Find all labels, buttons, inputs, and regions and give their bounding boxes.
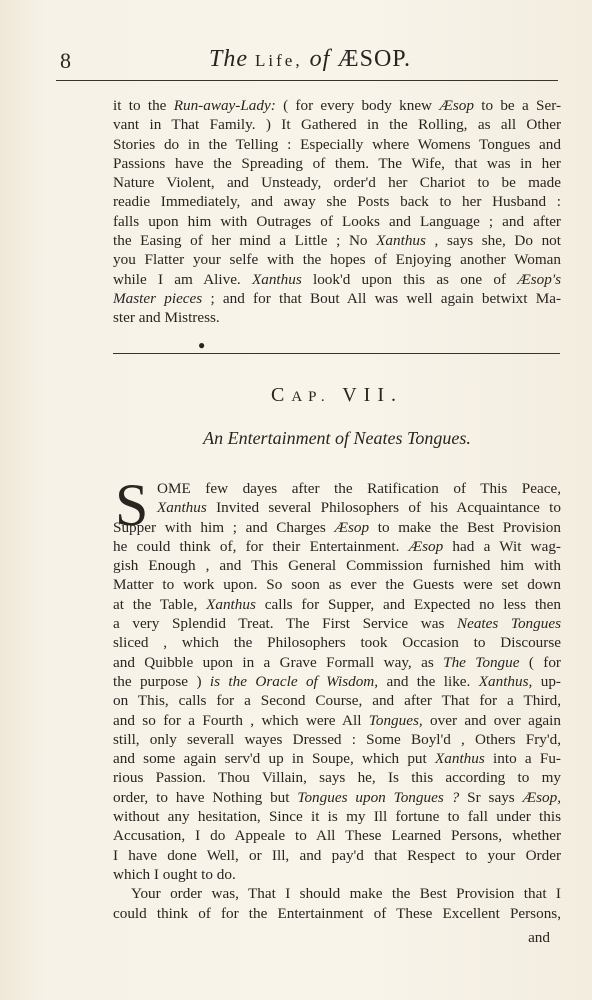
italic-run: Æsop xyxy=(408,537,444,555)
text-line xyxy=(113,595,561,614)
text-run: order, to have Nothing but xyxy=(113,788,298,806)
text-run: to make the Best Provision xyxy=(369,518,561,536)
text-line xyxy=(113,826,561,845)
text-line xyxy=(113,270,561,289)
text-line xyxy=(113,904,561,923)
italic-run: The Tongue xyxy=(443,653,520,671)
header-rule xyxy=(56,80,558,81)
text-run: , says she, Do not xyxy=(425,232,561,250)
text-run: over and over again xyxy=(422,711,561,729)
text-run: ster and Mistress. xyxy=(113,309,220,327)
text-line xyxy=(113,846,561,865)
text-run: ( for every body knew xyxy=(275,97,440,114)
italic-run: Master pieces xyxy=(113,289,203,307)
text-line xyxy=(113,691,561,710)
paragraph-continuation xyxy=(113,96,561,328)
text-line xyxy=(113,884,561,903)
text-line xyxy=(113,614,561,633)
paragraph-chapter xyxy=(113,472,562,923)
italic-run: Æsop's xyxy=(517,270,561,288)
italic-run: Xanthus, xyxy=(478,672,533,690)
chapter-cap: C xyxy=(270,384,292,406)
text-run: Stories do in the Telling : Especially where Womens Tongues and xyxy=(113,135,561,153)
text-run: at the Table, xyxy=(113,595,207,613)
text-line xyxy=(113,289,561,308)
text-run: on This, calls for a Second Course, and after That for a Third, xyxy=(113,692,561,710)
text-line xyxy=(113,633,561,652)
text-line xyxy=(113,154,561,173)
text-run: which I ought to do. xyxy=(113,865,236,883)
italic-run: Xanthus xyxy=(376,232,426,250)
text-line xyxy=(113,212,561,231)
text-line xyxy=(113,96,561,115)
text-run: had a Wit wag- xyxy=(443,537,561,555)
italic-run: Æsop xyxy=(334,518,370,536)
italic-run: is the Oracle of Wisdom, xyxy=(209,672,379,690)
ornament-dot: ● xyxy=(198,338,206,352)
title-of: of xyxy=(309,46,331,72)
text-line xyxy=(113,308,561,327)
text-run: you Flatter your selfe with the hopes of Enjoying another Woman xyxy=(113,251,561,269)
text-run: still, only severall wayes Dressed : Some Boyl'd , Others Fry'd, xyxy=(113,730,561,748)
italic-run: Tongues upon Tongues ? xyxy=(297,788,460,806)
italic-run: Xanthus xyxy=(206,595,256,613)
text-run: look'd upon this as one of xyxy=(301,270,518,288)
text-run: calls for Supper, and Expected no less then xyxy=(255,595,561,613)
text-run: OME few dayes after the Ratification of This Peace, xyxy=(157,480,561,497)
title-prefix: The xyxy=(209,46,249,72)
text-run: Supper with him ; and Charges xyxy=(113,518,335,536)
text-line xyxy=(113,250,561,269)
text-run: he could think of, for their Entertainment. xyxy=(113,537,409,555)
text-run: falls upon him with Outrages of Looks and Language ; and after xyxy=(113,212,561,230)
text-run: it to the xyxy=(113,97,174,114)
chapter-heading xyxy=(113,384,561,407)
text-run: could think of for the Entertainment of These Excellent Persons, xyxy=(113,904,561,922)
text-run: gish Enough , and This General Commission furnished him with xyxy=(113,557,561,575)
text-run: r xyxy=(475,788,481,806)
italic-run: Run-away-Lady: xyxy=(173,97,276,114)
text-run: to be a Ser- xyxy=(473,97,562,114)
running-head xyxy=(60,44,560,82)
text-block-continuation xyxy=(113,96,561,328)
text-line xyxy=(113,498,561,517)
text-line xyxy=(113,865,561,884)
italic-run: Xanthus xyxy=(251,270,302,288)
text-run: and Quibble upon in a Grave Formall way, as xyxy=(113,653,444,671)
text-line xyxy=(113,135,561,154)
text-run: Passions have the Spreading of them. The Wife, that was in her xyxy=(113,154,561,172)
text-line xyxy=(113,575,561,594)
text-run: I have done Well, or Ill, and pay'd that Respect to your Order xyxy=(113,846,561,864)
text-run: Invited several Philosophers of his Acquaintance to xyxy=(206,499,561,517)
text-block-chapter xyxy=(113,472,562,923)
text-line xyxy=(113,730,561,749)
text-line xyxy=(113,788,561,807)
text-line xyxy=(113,768,561,787)
italic-run: Xanthus xyxy=(435,750,485,768)
chapter-subtitle: An Entertainment of Neates Tongues. xyxy=(203,428,471,448)
text-run: sliced , which the Philosophers took Occasion to Discourse xyxy=(113,634,561,652)
text-line xyxy=(113,173,561,192)
text-run: Matter to work upon. So soon as ever the Guests were set down xyxy=(113,576,561,594)
text-line xyxy=(113,115,561,134)
text-line xyxy=(113,192,561,211)
text-run: the Easing of her mind a Little ; No xyxy=(113,232,377,250)
text-run: Nature Violent, and Unsteady, order'd her Chariot to be made xyxy=(113,174,561,192)
text-run: says xyxy=(480,788,523,806)
drop-cap: S xyxy=(115,472,149,538)
text-run: and some again serv'd up in Soupe, which put xyxy=(113,750,435,768)
italic-run: Æsop xyxy=(439,97,474,114)
text-run: readie Immediately, and away she Posts back to her Husband : xyxy=(113,193,561,211)
italic-run: Xanthus xyxy=(157,499,207,517)
text-line xyxy=(113,807,561,826)
text-run: and so for a Fourth , which were All xyxy=(113,711,369,729)
text-run: Your order was, That I should make the Best Provision that I xyxy=(131,885,561,903)
title-life: Life, xyxy=(255,51,303,70)
text-line xyxy=(113,518,561,537)
text-run: while I am Alive. xyxy=(113,270,252,288)
text-run: without any hesitation, Since it is my Ill fortune to fall under this xyxy=(113,808,561,826)
text-run: into a Fu- xyxy=(484,750,561,768)
italic-run: Æsop, xyxy=(522,788,562,806)
text-line xyxy=(113,231,561,250)
text-run: ( for xyxy=(519,653,561,671)
text-run: the purpose ) xyxy=(113,672,210,690)
running-title xyxy=(60,46,560,73)
dropcap-wrap xyxy=(113,472,562,923)
title-name: ÆSOP. xyxy=(337,46,411,72)
text-line xyxy=(113,537,561,556)
text-run: vant in That Family. ) It Gathered in the Rolling, as all Other xyxy=(113,116,561,134)
text-line xyxy=(113,479,561,498)
text-line xyxy=(113,653,561,672)
chapter-cap-rest: AP. xyxy=(291,389,331,405)
text-run: up- xyxy=(532,672,561,690)
text-line xyxy=(113,711,561,730)
catchword: and xyxy=(528,929,550,946)
text-run: rious Passion. Thou Villain, says he, Is this according to my xyxy=(113,769,561,787)
text-line xyxy=(113,556,561,575)
text-run: a very Splendid Treat. The First Service was xyxy=(113,615,457,633)
page-number: 8 xyxy=(60,48,71,73)
text-run: ; and for that Bout All was well again betwixt Ma- xyxy=(202,289,562,307)
italic-run: Tongues, xyxy=(368,711,423,729)
text-run: S xyxy=(459,788,476,806)
text-line xyxy=(113,749,561,768)
section-rule xyxy=(113,353,560,354)
text-run: and the like. xyxy=(378,672,479,690)
text-run: Accusation, I do Appeale to All These Learned Persons, whether xyxy=(113,827,561,845)
text-line xyxy=(113,672,561,691)
italic-run: Neates Tongues xyxy=(456,615,561,633)
chapter-numeral: VII. xyxy=(342,384,403,406)
